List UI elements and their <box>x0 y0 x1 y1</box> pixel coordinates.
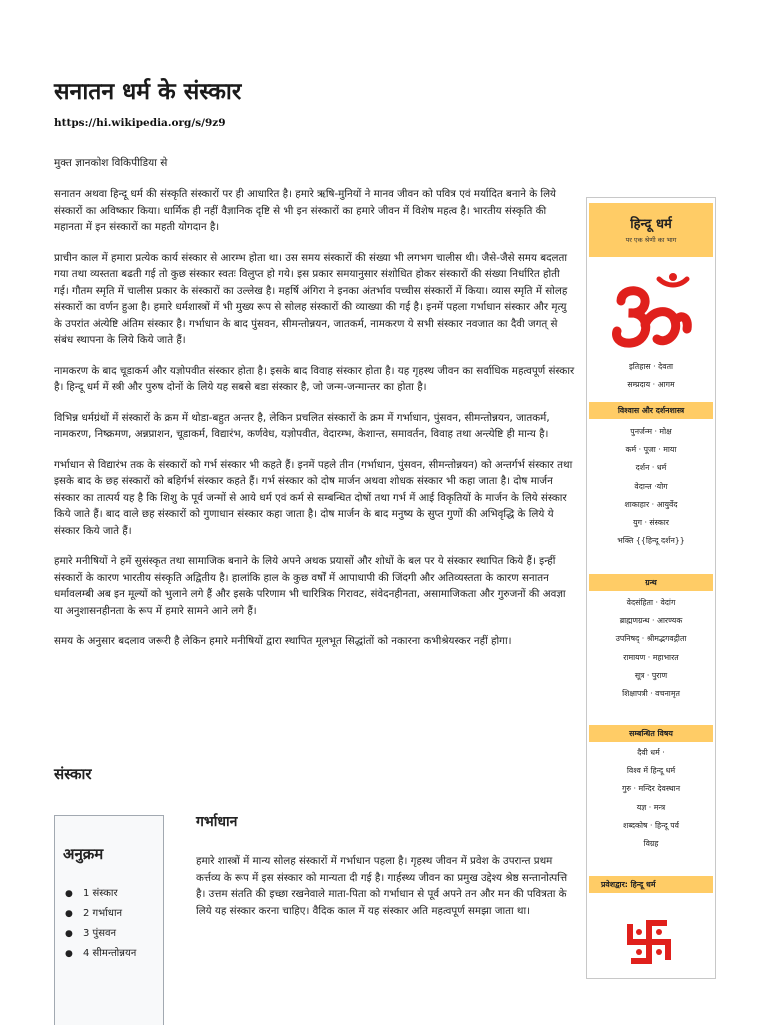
infobox-link[interactable]: विग्रह <box>643 838 659 848</box>
section-heading: संस्कार <box>54 765 92 783</box>
infobox-section-header[interactable]: विश्वास और दर्शनशास्त्र <box>589 402 713 419</box>
portal-link[interactable]: प्रवेशद्वार: हिन्दू धर्म <box>589 876 713 893</box>
infobox-link[interactable]: शिक्षापत्री · वचनामृत <box>622 688 680 698</box>
infobox-link[interactable]: रामायण · महाभारत <box>623 652 679 662</box>
paragraph: हमारे मनीषियों ने हमें सुसंस्कृत तथा सामाजिक बनाने के लिये अपने अथक प्रयासों और शोधों के बल पर ये संस्कार स्थापित किये हैं। इन्हीं संस्कारों के कारण भारतीय संस्कृति अद्वितीय है। हालांकि हाल के कुछ वर्षों में आपाधापी की जिंदगी और अतिव्यस्तता के कारण सनातन धर्मावलम्बी अब इन मूल्यों को भुलाने लगे हैं और इसके परिणाम भी चारित्रिक गिरावट, संवेदनहीनता, असामाजिकता और गुरुजनों की अवज्ञा या अनुशासनहीनता के रूप में हमारे सामने आने लगे हैं। <box>54 555 566 617</box>
infobox-link[interactable]: दैवी धर्म · <box>637 748 665 757</box>
paragraph: नामकरण के बाद चूडाकर्म और यज्ञोपवीत संस्कार होता है। इसके बाद विवाह संस्कार होता है। यह गृहस्थ जीवन का सर्वाधिक महत्वपूर्ण संस्कार है। हिन्दू धर्म में स्त्री और पुरुष दोनों के लिये यह सबसे बडा संस्कार है, जो जन्म-जन्मान्तर का होता है। <box>54 364 575 393</box>
paragraph: प्राचीन काल में हमारा प्रत्येक कार्य संस्कार से आरम्भ होता था। उस समय संस्कारों की संख्या भी लगभग चालीस थी। जैसे-जैसे समय बदलता गया तथा व्यस्तता बढती गई तो कुछ संस्कार स्वतः विलुप्त हो गये। इस प्रकार समयानुसार संशोधित होकर संस्कारों की संख्या निर्धारित होती गई। गौतम स्मृति में चालीस प्रकार के संस्कारों का उल्लेख है। महर्षि अंगिरा ने इनका अंतर्भाव पच्चीस संस्कारों में किया। व्यास स्मृति में सोलह संस्कारों का वर्णन हुआ है। हमारे धर्मशास्त्रों में भी मुख्य रूप से सोलह संस्कारों की व्याख्या की गई है। इनमें पहला गर्भाधान संस्कार और मृत्यु के उपरांत अंत्येष्टि अंतिम संस्कार है। गर्भाधान के बाद पुंसवन, सीमन्तोन्नयन, जातकर्म, नामकरण ये सभी संस्कार नवजात का दैवी जगत् से संबंध स्थापना के लिये किये जाते हैं। <box>54 251 568 346</box>
toc-item[interactable] <box>65 947 136 967</box>
page-title: सनातन धर्म के संस्कार <box>54 79 242 105</box>
toc-item[interactable] <box>65 907 136 927</box>
toc-list <box>65 887 136 967</box>
source-note: मुक्त ज्ञानकोश विकिपीडिया से <box>54 157 168 169</box>
toc-item-label[interactable]: 1 संस्कार <box>83 888 118 899</box>
infobox-link[interactable]: शाकाहार · आयुर्वेद <box>624 499 678 509</box>
infobox-link[interactable]: भक्ति {{हिन्दू दर्शन}} <box>617 536 685 546</box>
page-url[interactable]: https://hi.wikipedia.org/s/9z9 <box>54 117 226 129</box>
toc-title: अनुक्रम <box>63 845 104 863</box>
paragraph: गर्भाधान से विद्यारंभ तक के संस्कारों को गर्भ संस्कार भी कहते हैं। इनमें पहले तीन (गर्भाधान, पुंसवन, सीमन्तोन्नयन) को अन्तर्गर्भ संस्कार तथा इसके बाद के छह संस्कारों को बहिर्गर्भ संस्कार कहते हैं। गर्भ संस्कार को दोष मार्जन अथवा शोधक संस्कार भी कहा जाता है। दोष मार्जन संस्कार का तात्पर्य यह है कि शिशु के पूर्व जन्मों से आये धर्म एवं कर्म से सम्बन्धित दोषों तथा गर्भ में आई विकृतियों के मार्जन के लिये संस्कार किये जाते हैं। बाद वाले छह संस्कारों को गुणाधान संस्कार कहा जाता है। दोष मार्जन के बाद मनुष्य के सुप्त गुणों की अभिवृद्धि के लिये ये संस्कार किये जाते हैं। <box>54 458 573 537</box>
toc-item-label[interactable]: 2 गर्भाधान <box>83 908 123 919</box>
infobox-section-header[interactable]: सम्बन्धित विषय <box>589 725 713 742</box>
subsection-text: हमारे शास्त्रों में मान्य सोलह संस्कारों में गर्भाधान पहला है। गृहस्थ जीवन में प्रवेश के उपरान्त प्रथम कर्त्तव्य के रूप में इस संस्कार को मान्यता दी गई है। गार्हस्थ्य जीवन का प्रमुख उद्देश्य श्रेष्ठ सन्तानोत्पत्ति है। उत्तम संतति की इच्छा रखनेवाले माता-पिता को गर्भाधान से पूर्व अपने तन और मन की पवित्रता के लिये यह संस्कार करना चाहिए। वैदिक काल में यह संस्कार अति महत्वपूर्ण समझा जाता था। <box>196 855 568 917</box>
bullet-icon: ● <box>65 909 73 919</box>
paragraph: सनातन अथवा हिन्दू धर्म की संस्कृति संस्कारों पर ही आधारित है। हमारे ऋषि-मुनियों ने मानव जीवन को पवित्र एवं मर्यादित बनाने के लिये संस्कारों का अविष्कार किया। धार्मिक ही नहीं वैज्ञानिक दृष्टि से भी इन संस्कारों का हमारे जीवन में विशेष महत्व है। भारतीय संस्कृति की महानता में इन संस्कारों का महती योगदान है। <box>54 188 557 233</box>
paragraph: विभिन्न धर्मग्रंथों में संस्कारों के क्रम में थोडा-बहुत अन्तर है, लेकिन प्रचलित संस्कारों के क्रम में गर्भाधान, पुंसवन, सीमन्तोन्नयन, जातकर्म, नामकरण, निष्क्रमण, अन्नप्राशन, चूडाकर्म, विद्यारंभ, कर्णवेध, यज्ञोपवीत, वेदारम्भ, केशान्त, समावर्तन, विवाह तथा अन्त्येष्टि ही मान्य है। <box>54 411 550 440</box>
paragraph: समय के अनुसार बदलाव जरूरी है लेकिन हमारे मनीषियों द्वारा स्थापित मूलभूत सिद्धांतों को नकारना कभीश्रेयस्कर नहीं होगा। <box>54 635 512 647</box>
infobox <box>586 197 716 979</box>
article-body <box>54 186 576 664</box>
bullet-icon: ● <box>65 889 73 899</box>
infobox-link[interactable]: ब्राह्मणग्रन्थ · आरण्यक <box>619 616 683 626</box>
infobox-link[interactable]: पुनर्जन्म · मोक्ष <box>630 427 672 436</box>
infobox-list <box>589 594 713 703</box>
toc-item[interactable] <box>65 927 136 947</box>
infobox-link[interactable]: इतिहास · देवता <box>628 362 674 371</box>
om-symbol-icon <box>607 273 695 353</box>
infobox-link[interactable]: शब्दकोष · हिन्दू पर्व <box>623 820 679 830</box>
subsection-heading: गर्भाधान <box>196 814 238 830</box>
infobox-link[interactable]: उपनिषद् · श्रीमद्भगवद्गीता <box>615 634 687 644</box>
infobox-header <box>589 203 713 257</box>
infobox-subtitle: पर एक श्रेणी का भाग <box>625 236 677 244</box>
infobox-link[interactable]: यज्ञ · मन्त्र <box>636 802 666 812</box>
infobox-link[interactable]: वेदसंहिता · वेदांग <box>626 598 676 607</box>
bullet-icon: ● <box>65 929 73 939</box>
infobox-link[interactable]: वेदान्त ·योग <box>634 481 668 491</box>
swastika-symbol-icon <box>623 916 675 968</box>
infobox-link[interactable]: गुरु · मन्दिर देवस्थान <box>621 784 681 794</box>
infobox-title[interactable]: हिन्दू धर्म <box>630 217 672 232</box>
infobox-link[interactable]: सूत्र · पुराण <box>634 670 668 680</box>
toc-item[interactable] <box>65 887 136 907</box>
infobox-link[interactable]: युग · संस्कार <box>633 517 669 527</box>
infobox-list <box>589 358 713 394</box>
bullet-icon: ● <box>65 949 73 959</box>
table-of-contents <box>54 815 164 1025</box>
infobox-link[interactable]: विश्व में हिन्दू धर्म <box>626 766 676 776</box>
infobox-list <box>589 423 713 550</box>
infobox-link[interactable]: कर्म · पूजा · माया <box>625 445 677 455</box>
infobox-link[interactable]: सम्प्रदाय · आगम <box>627 380 675 390</box>
infobox-link[interactable]: दर्शन · धर्म <box>635 463 667 473</box>
infobox-list <box>589 744 713 853</box>
toc-item-label[interactable]: 4 सीमन्तोन्नयन <box>83 948 137 959</box>
infobox-section-header[interactable]: ग्रन्थ <box>589 574 713 591</box>
toc-item-label[interactable]: 3 पुंसवन <box>83 928 117 939</box>
